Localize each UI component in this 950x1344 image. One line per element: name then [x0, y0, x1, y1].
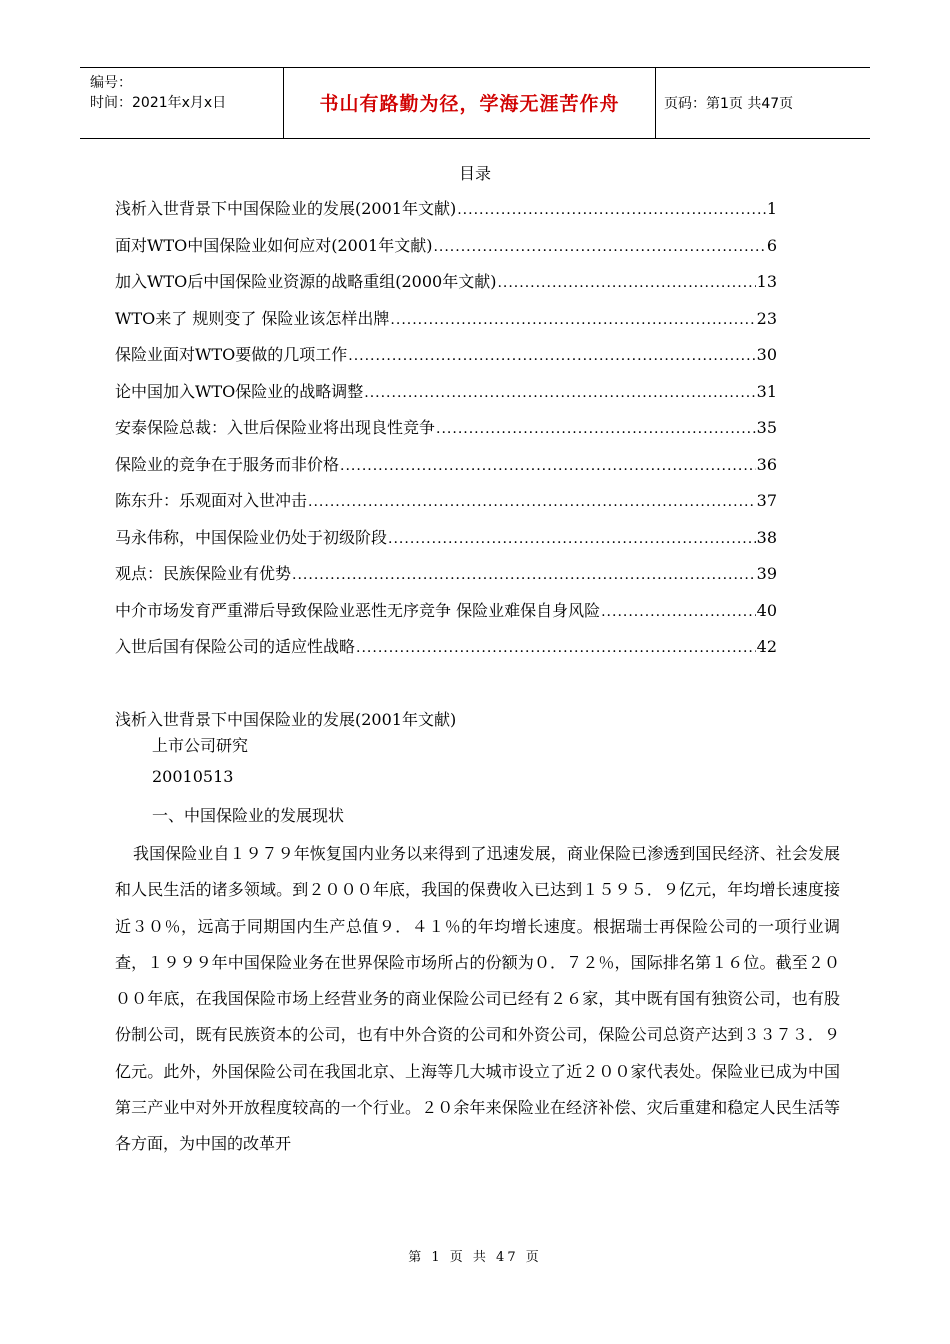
toc-entry[interactable]: [115, 525, 777, 562]
toc-entry[interactable]: [115, 196, 777, 233]
toc-entry-text: 浅析入世背景下中国保险业的发展(2001年文献): [115, 199, 457, 218]
toc-entry-text: 保险业的竞争在于服务而非价格: [115, 454, 340, 474]
table-of-contents: [115, 196, 777, 671]
toc-entry-page: 40: [756, 600, 777, 620]
section-heading: 一、中国保险业的发展现状: [152, 806, 345, 825]
toc-entry-text: 面对WTO中国保险业如何应对(2001年文献): [115, 235, 433, 255]
toc-leader: [364, 385, 755, 401]
toc-entry-page: 38: [756, 527, 777, 547]
page-footer: 第 1 页 共 47 页: [408, 1250, 542, 1265]
toc-entry[interactable]: [115, 634, 777, 671]
toc-entry-text: 保险业面对WTO要做的几项工作: [115, 345, 348, 364]
header-motto-cell: [284, 68, 656, 138]
toc-leader: [348, 348, 755, 364]
toc-entry[interactable]: [115, 488, 777, 525]
toc-entry-page: 39: [756, 564, 777, 583]
toc-entry-page: 13: [756, 272, 777, 291]
toc-entry[interactable]: [115, 269, 777, 306]
page-info: 页码：第1页 共47页: [664, 96, 794, 112]
toc-entry[interactable]: [115, 452, 777, 489]
toc-leader: [601, 604, 756, 620]
toc-entry-text: 安泰保险总裁：入世后保险业将出现良性竞争: [115, 418, 436, 437]
toc-entry-text: 中介市场发育严重滞后导致保险业恶性无序竞争 保险业难保自身风险: [115, 600, 601, 620]
toc-leader: [436, 421, 756, 437]
toc-entry-page: 23: [756, 308, 777, 328]
toc-leader: [308, 494, 756, 510]
toc-entry-page: 31: [756, 381, 777, 401]
number-label: 编号：: [90, 75, 132, 91]
toc-entry-page: 42: [756, 637, 777, 656]
toc-entry-page: 6: [766, 235, 777, 255]
toc-entry[interactable]: [115, 342, 777, 379]
toc-leader: [497, 275, 755, 291]
toc-leader: [457, 202, 766, 218]
toc-entry-text: WTO来了 规则变了 保险业该怎样出牌: [115, 308, 390, 328]
toc-entry-text: 入世后国有保险公司的适应性战略: [115, 637, 356, 656]
toc-entry[interactable]: [115, 598, 777, 635]
toc-entry[interactable]: [115, 233, 777, 270]
article-source: 上市公司研究: [152, 736, 249, 755]
toc-entry-text: 马永伟称，中国保险业仍处于初级阶段: [115, 527, 388, 547]
toc-leader: [388, 531, 756, 547]
header-page-cell: [656, 68, 870, 138]
toc-entry-text: 加入WTO后中国保险业资源的战略重组(2000年文献): [115, 272, 497, 291]
toc-entry[interactable]: [115, 561, 777, 598]
toc-entry[interactable]: [115, 306, 777, 343]
toc-entry-page: 35: [756, 418, 777, 437]
article-date: 20010513: [152, 767, 234, 786]
toc-entry-page: 1: [766, 199, 777, 218]
toc-leader: [390, 312, 755, 328]
toc-entry-page: 30: [756, 345, 777, 364]
toc-entry-page: 36: [756, 454, 777, 474]
toc-title: 目录: [458, 164, 491, 183]
toc-entry[interactable]: [115, 415, 777, 452]
toc-entry-page: 37: [756, 491, 777, 510]
toc-entry-text: 论中国加入WTO保险业的战略调整: [115, 381, 364, 401]
motto: 书山有路勤为径，学海无涯苦作舟: [319, 93, 620, 115]
toc-leader: [340, 458, 756, 474]
body-paragraph: 我国保险业自１９７９年恢复国内业务以来得到了迅速发展，商业保险已渗透到国民经济、社会发展和人民生活的诸多领域。到２０００年底，我国的保费收入已达到１５９５．９亿元，年均增长速度接近３０％，远高于同期国内生产总值９．４１％的年均增长速度。根据瑞士再保险公司的一项行业调查，１９９９年中国保险业务在世界保险市场所占的份额为０．７２％，国际排名第１６位。截至２０００年底，在我国保险市场上经营业务的商业保险公司已经有２６家，其中既有国有独资公司，也有股份制公司，既有民族资本的公司，也有中外合资的公司和外资公司，保险公司总资产达到３３７３．９亿元。此外，外国保险公司在我国北京、上海等几大城市设立了近２００家代表处。保险业已成为中国第三产业中对外开放程度较高的一个行业。２０余年来保险业在经济补偿、灾后重建和稳定人民生活等各方面，为中国的改革开: [115, 844, 840, 1154]
header-info-cell: [80, 68, 284, 138]
toc-leader: [433, 239, 765, 255]
article-title: 浅析入世背景下中国保险业的发展(2001年文献): [115, 710, 457, 729]
toc-entry-text: 陈东升：乐观面对入世冲击: [115, 491, 308, 510]
toc-entry[interactable]: [115, 379, 777, 416]
page-header: [80, 67, 870, 139]
toc-leader: [292, 567, 756, 583]
time-label: 时间：2021年x月x日: [90, 95, 227, 111]
toc-entry-text: 观点：民族保险业有优势: [115, 564, 292, 583]
toc-leader: [356, 640, 756, 656]
